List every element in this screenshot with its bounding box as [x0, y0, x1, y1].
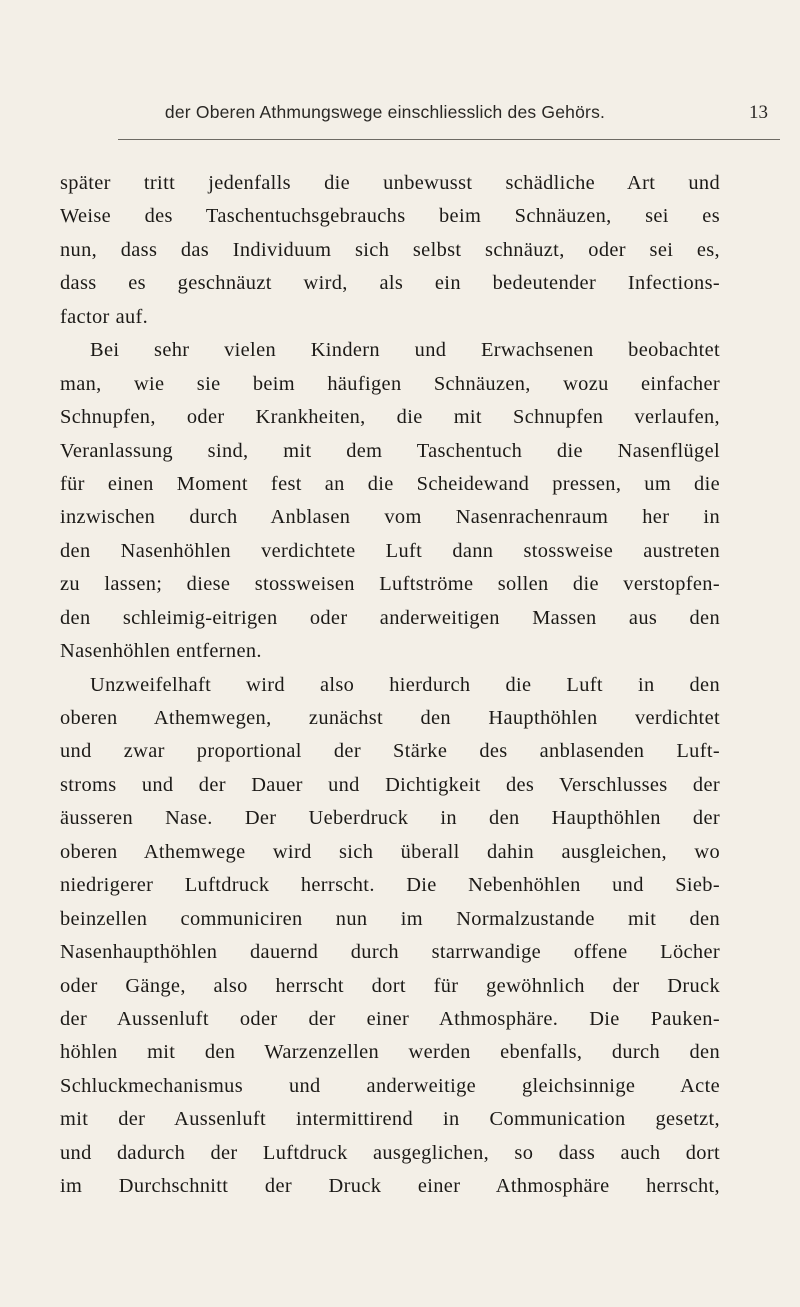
text-line: Nasenhaupthöhlen dauernd durch starrwandige offene Löcher	[60, 941, 720, 964]
header-rule	[118, 139, 780, 140]
text-line: für einen Moment fest an die Scheidewand pressen, um die	[60, 472, 720, 495]
running-header	[60, 102, 780, 132]
text-line: nun, dass das Individuum sich selbst schnäuzt, oder sei es,	[60, 238, 720, 261]
text-line: mit der Aussenluft intermittirend in Communication gesetzt,	[60, 1108, 720, 1131]
text-line: factor auf.	[60, 305, 149, 328]
text-line: später tritt jedenfalls die unbewusst schädliche Art und	[60, 172, 720, 194]
body-text	[60, 167, 720, 1204]
text-line: äusseren Nase. Der Ueberdruck in den Haupthöhlen der	[60, 807, 720, 830]
text-line: man, wie sie beim häufigen Schnäuzen, wozu einfacher	[60, 372, 720, 395]
running-title: der Oberen Athmungswege einschliesslich des Gehörs.	[164, 102, 606, 122]
text-line: oder Gänge, also herrscht dort für gewöhnlich der Druck	[60, 974, 720, 997]
text-line: Weise des Taschentuchsgebrauchs beim Schnäuzen, sei es	[60, 205, 720, 228]
text-line: und zwar proportional der Stärke des anblasenden Luft-	[60, 740, 720, 763]
text-line: den Nasenhöhlen verdichtete Luft dann stossweise austreten	[60, 539, 720, 562]
text-line: oberen Athemwegen, zunächst den Haupthöhlen verdichtet	[60, 707, 720, 729]
text-line: inzwischen durch Anblasen vom Nasenrachenraum her in	[60, 506, 720, 529]
text-line: Unzweifelhaft wird also hierdurch die Luft in den	[90, 673, 720, 696]
text-line: zu lassen; diese stossweisen Luftströme sollen die verstopfen-	[60, 573, 720, 596]
text-line: dass es geschnäuzt wird, als ein bedeutender Infections-	[60, 272, 720, 295]
text-line: Veranlassung sind, mit dem Taschentuch die Nasenflügel	[60, 439, 720, 462]
text-line: und dadurch der Luftdruck ausgeglichen, so dass auch dort	[60, 1141, 720, 1164]
text-line: beinzellen communiciren nun im Normalzustande mit den	[60, 907, 720, 930]
text-line: Schnupfen, oder Krankheiten, die mit Schnupfen verlaufen,	[60, 406, 720, 429]
text-line: der Aussenluft oder der einer Athmosphäre. Die Pauken-	[60, 1007, 720, 1030]
text-line: niedrigerer Luftdruck herrscht. Die Nebenhöhlen und Sieb-	[60, 874, 720, 897]
text-line: Bei sehr vielen Kindern und Erwachsenen beobachtet	[90, 339, 720, 362]
text-line: Schluckmechanismus und anderweitige gleichsinnige Acte	[60, 1074, 720, 1097]
page-number: 13	[749, 102, 768, 123]
text-line: im Durchschnitt der Druck einer Athmosphäre herrscht,	[60, 1175, 720, 1198]
text-line: höhlen mit den Warzenzellen werden ebenfalls, durch den	[60, 1041, 720, 1064]
text-line: stroms und der Dauer und Dichtigkeit des Verschlusses der	[60, 773, 720, 796]
text-line: Nasenhöhlen entfernen.	[60, 640, 262, 663]
text-line: oberen Athemwege wird sich überall dahin ausgleichen, wo	[60, 840, 720, 863]
text-line: den schleimig-eitrigen oder anderweitigen Massen aus den	[60, 606, 720, 629]
